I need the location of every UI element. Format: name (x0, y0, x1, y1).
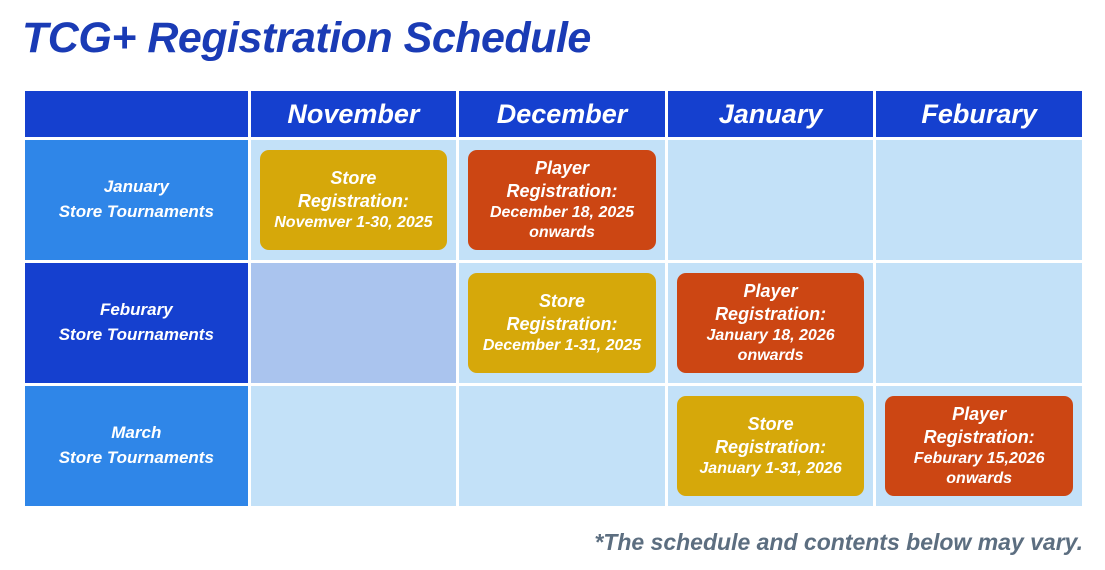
chip-title: Player (952, 403, 1007, 424)
column-header-january: January (668, 91, 874, 137)
chip-subtitle: Registration: (506, 180, 618, 201)
column-header-feburary: Feburary (876, 91, 1082, 137)
player-registration-chip (468, 150, 656, 250)
table-corner-cell (25, 91, 248, 137)
chip-detail: January 18, 2026 (706, 326, 835, 344)
chip-title: Store (747, 413, 794, 434)
table-header-row (25, 91, 1082, 137)
row-label-january (25, 140, 248, 260)
chip-subtitle: Registration: (715, 436, 827, 457)
cell-january-feburary-empty (876, 140, 1082, 260)
cell-feburary-january (668, 263, 874, 383)
chip-detail: December 18, 2025 (489, 203, 635, 221)
row-label-line1: January (103, 177, 169, 197)
cell-january-december (459, 140, 665, 260)
chip-subtitle: Registration: (923, 426, 1035, 447)
cell-january-november (251, 140, 457, 260)
chip-subtitle: Registration: (297, 190, 409, 211)
chip-title: Player (534, 157, 590, 178)
store-registration-chip (260, 150, 448, 250)
row-label-march (25, 386, 248, 506)
table-row (25, 386, 1082, 506)
registration-schedule-table (22, 88, 1085, 509)
cell-january-january-empty (668, 140, 874, 260)
row-label-feburary (25, 263, 248, 383)
cell-march-january (668, 386, 874, 506)
row-label-line2: Store Tournaments (58, 448, 214, 467)
chip-detail: Novemver 1-30, 2025 (274, 213, 433, 231)
cell-march-december-empty (459, 386, 665, 506)
chip-detail: December 1-31, 2025 (482, 336, 642, 354)
cell-feburary-feburary-empty (876, 263, 1082, 383)
chip-detail: January 1-31, 2026 (699, 459, 842, 477)
chip-detail-2: onwards (737, 347, 804, 365)
table-header (25, 91, 1082, 137)
column-header-november: November (251, 91, 457, 137)
row-label-line1: March (111, 423, 162, 443)
cell-feburary-november-empty (251, 263, 457, 383)
table-row (25, 140, 1082, 260)
chip-detail-2: onwards (946, 470, 1013, 488)
chip-title: Store (538, 290, 585, 311)
table-body (25, 140, 1082, 506)
player-registration-chip (885, 396, 1073, 496)
row-label-line2: Store Tournaments (58, 202, 214, 221)
column-header-december: December (459, 91, 665, 137)
chip-title: Player (743, 280, 798, 301)
cell-march-feburary (876, 386, 1082, 506)
cell-march-november-empty (251, 386, 457, 506)
table-row (25, 263, 1082, 383)
chip-title: Store (330, 167, 377, 188)
store-registration-chip (468, 273, 656, 373)
row-label-line2: Store Tournaments (58, 325, 214, 344)
chip-subtitle: Registration: (506, 313, 618, 334)
row-label-line1: Feburary (99, 300, 173, 320)
player-registration-chip (677, 273, 865, 373)
footnote-text: *The schedule and contents below may vary. (594, 529, 1083, 555)
cell-feburary-december (459, 263, 665, 383)
page-title: TCG+ Registration Schedule (22, 14, 591, 62)
chip-detail-2: onwards (529, 224, 595, 242)
store-registration-chip (677, 396, 865, 496)
chip-subtitle: Registration: (715, 303, 827, 324)
chip-detail: Feburary 15,2026 (913, 449, 1045, 467)
